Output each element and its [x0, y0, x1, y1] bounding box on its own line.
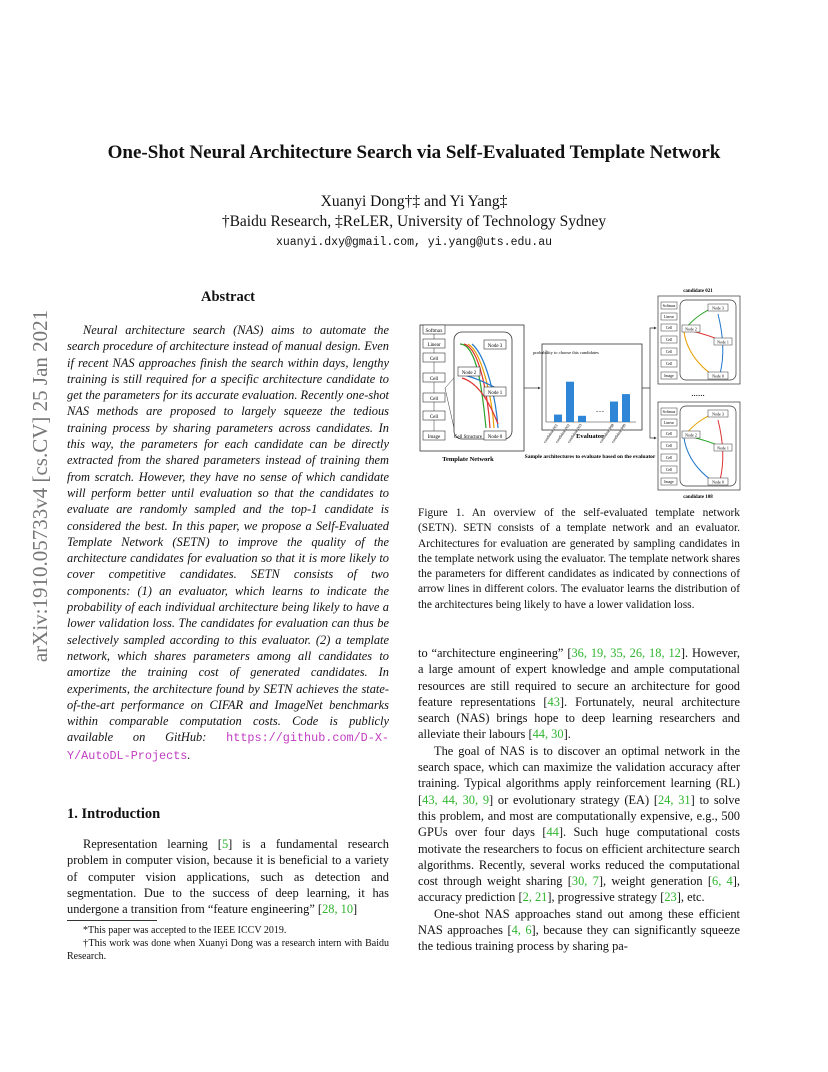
footnote-divider	[67, 920, 157, 921]
evaluator-dots: ......	[595, 408, 605, 414]
evaluator-bar	[554, 415, 562, 422]
template-node	[484, 431, 506, 440]
abstract-heading: Abstract	[201, 289, 255, 305]
paper-title: One-Shot Neural Architecture Search via Self-Evaluated Template Network	[107, 142, 721, 163]
introduction-heading: 1. Introduction	[67, 806, 161, 822]
citation-link[interactable]: 23	[664, 890, 677, 905]
citation-link[interactable]: 24, 31	[657, 792, 691, 807]
template-node	[484, 340, 506, 349]
evaluator-x-label: candidate 003	[565, 422, 583, 444]
candidate-layer-label: Softmax	[662, 410, 676, 415]
evaluator-x-label: candidate 999	[609, 422, 627, 444]
template-layer-label: Image	[427, 435, 441, 440]
evaluator-x-label: candidate 001	[541, 422, 559, 444]
candidate-layer-label: Cell	[665, 444, 673, 449]
footnotes	[67, 924, 389, 963]
candidate-layer-label: Cell	[665, 338, 673, 343]
citation-link[interactable]: 30, 7	[571, 874, 599, 889]
body-paragraph: One-shot NAS approaches stand out among these efficient NAS approaches [4, 6], because they can significantly squeeze the tedious training process by sharing pa-	[418, 906, 740, 954]
figure-1	[418, 288, 748, 500]
svg-text:Node 1: Node 1	[717, 339, 729, 345]
introduction-paragraph: Representation learning [5] is a fundamental research problem in computer vision, because it is beneficial to a variety of computer vision applications, such as detection and segmentation. Due to the success of deep learning, it has undergone a transition from “feature engineering” [28, 10]	[67, 837, 389, 917]
candidate-layer-label: Cell	[665, 468, 673, 473]
candidate-layer-label: Cell	[665, 456, 673, 461]
citation-link[interactable]: 36, 19, 35, 26, 18, 12	[571, 646, 681, 660]
footnote-2: †This work was done when Xuanyi Dong was a research intern with Baidu Research.	[67, 938, 389, 962]
candidate-layer-label: Linear	[664, 421, 674, 426]
template-layer-label: Softmax	[425, 329, 443, 334]
affiliations: †Baidu Research, ‡ReLER, University of Technology Sydney	[221, 213, 607, 230]
evaluator-bar	[578, 416, 586, 422]
svg-text:Node 0: Node 0	[487, 435, 503, 440]
cell-zoom-line	[445, 378, 454, 388]
sample-caption: Sample architectures to evaluate based on the evaluator	[524, 454, 656, 460]
template-layer-label: Cell	[429, 377, 439, 382]
svg-text:Node 1: Node 1	[717, 445, 729, 451]
template-layer-label: Cell	[429, 415, 439, 420]
citation-link[interactable]: 43, 44, 30, 9	[422, 792, 490, 807]
arxiv-identifier: arXiv:1910.05733v4 [cs.CV] 25 Jan 2021	[28, 309, 52, 663]
candidate-layer-label: Cell	[665, 432, 673, 437]
evaluator-bar	[566, 382, 574, 422]
body-paragraph: The goal of NAS is to discover an optimal network in the search space, which can maximize the validation accuracy after training. Typical algorithms apply reinforcement learning (RL) [43, 44, 30, 9] or evolutionary strategy (EA) [24, 31] to solve this problem, and most are computationally expensive, e.g., 500 GPUs over four days [44]. Such huge computational costs motivate the researchers to focus on efficient architecture search algorithms. Recently, several works reduced the computational cost through weight sharing [30, 7], weight generation [6, 4], accuracy prediction [2, 21], progressive strategy [23], etc.	[418, 743, 741, 905]
evaluator-x-label: candidate 002	[553, 422, 571, 444]
template-layer-label: Linear	[427, 343, 441, 348]
svg-text:Node 2: Node 2	[685, 326, 697, 332]
probability-label: probability to choose this candidates	[533, 350, 599, 355]
citation-link[interactable]: 2, 21	[522, 890, 548, 905]
svg-text:Node 2: Node 2	[685, 432, 697, 438]
evaluator-chart	[525, 344, 656, 460]
citation-link[interactable]: 44	[546, 825, 559, 840]
svg-text:Node 3: Node 3	[487, 344, 503, 349]
candidates-ellipsis: ......	[691, 388, 705, 398]
citation-link[interactable]: 43	[547, 694, 560, 709]
candidate-layer-label: Image	[664, 374, 674, 379]
cell-structure-label: Cell Structure	[454, 435, 482, 440]
candidate-layer-label: Cell	[665, 350, 673, 355]
evaluator-bar	[610, 402, 618, 422]
github-link[interactable]: https://github.com/D-X-Y/AutoDL-Projects	[67, 731, 389, 763]
template-node	[484, 387, 506, 396]
citation-link[interactable]: 44, 30	[532, 727, 564, 742]
template-network-label: Template Network	[442, 456, 494, 463]
footnote-1: *This paper was accepted to the IEEE ICCV 2019.	[83, 925, 287, 936]
body-paragraph: to “architecture engineering” [36, 19, 35, 26, 18, 12]. However, a large amount of expert knowledge and ample computational resources are still required to secure an architecture for good feature representations [43]. Fortunately, neural architecture search (NAS) brings hope to deep learning researchers and alleviate their labours [44, 30].	[418, 646, 740, 742]
citation-link[interactable]: 6, 4	[712, 874, 733, 889]
svg-text:candidate 021: candidate 021	[683, 289, 713, 294]
svg-text:Node 1: Node 1	[487, 391, 503, 396]
svg-text:Node 0: Node 0	[712, 479, 724, 485]
svg-text:candidate 108: candidate 108	[683, 495, 713, 500]
citation-link[interactable]: 4, 6	[511, 923, 532, 938]
evaluator-bar	[622, 394, 630, 422]
candidate-layer-label: Image	[664, 480, 674, 485]
cell-zoom-line	[445, 388, 454, 428]
svg-text:Node 3: Node 3	[712, 305, 724, 311]
author-emails[interactable]: xuanyi.dxy@gmail.com, yi.yang@uts.edu.au	[275, 236, 553, 249]
template-layer-label: Cell	[429, 397, 439, 402]
template-layer-label: Cell	[429, 357, 439, 362]
candidate-top	[658, 289, 740, 384]
candidate-bottom	[658, 402, 740, 500]
candidate-layer-label: Linear	[664, 315, 674, 320]
candidate-layer-label: Softmax	[662, 304, 676, 309]
svg-text:Node 0: Node 0	[712, 373, 724, 379]
candidate-layer-label: Cell	[665, 362, 673, 367]
template-node	[458, 367, 480, 376]
citation-link[interactable]: 5	[221, 837, 229, 851]
right-column-body	[418, 645, 740, 955]
citation-link[interactable]: 28, 10	[322, 902, 354, 917]
abstract-text: Neural architecture search (NAS) aims to automate the search procedure of architecture instead of manual design. Even if recent NAS approaches finish the search within days, lengthy training is still required for a specific architecture candidate to get the parameters for its accurate evaluation. Recently one-shot NAS methods are proposed to largely squeeze the tedious training process by sharing parameters across candidates. In this way, the parameters for each candidate can be directly extracted from the shared parameters instead of training them from scratch. However, they have no sense of which candidate will perform better until evaluation so that the candidates to evaluate are randomly sampled and the top-1 candidate is considered the best. In this paper, we propose a Self-Evaluated Template Network (SETN) to improve the quality of the architecture candidates for evaluation so that it is more likely to cover competitive candidates. SETN consists of two components: (1) an evaluator, which learns to indicate the probability of each individual architecture being likely to have a lower validation loss. The candidates for evaluation can thus be selectively sampled according to this evaluator. (2) a template network, which shares parameters among all candidates to amortize the training cost of generated candidates. In experiments, the architecture found by SETN achieves the state-of-the-art performance on CIFAR and ImageNet benchmarks within comparable computation costs. Code is publicly available on GitHub: https://github.com/D-X-Y/AutoDL-Projects.	[67, 323, 389, 763]
template-network	[420, 325, 524, 463]
svg-text:Node 2: Node 2	[461, 371, 477, 376]
evaluator-label: Evaluator	[576, 433, 604, 440]
candidate-layer-label: Cell	[665, 326, 673, 331]
figure-caption: Figure 1. An overview of the self-evaluated template network (SETN). SETN consists of a template network and an evaluator. Architectures for evaluation are generated by sampling candidates in the template network using the evaluator. The template network shares the parameters for different candidates as indicated by connections of arrow lines in different colors. The evaluator learns the distribution of the architectures being likely to have a lower validation loss.	[418, 507, 740, 611]
authors: Xuanyi Dong†‡ and Yi Yang‡	[320, 193, 508, 210]
svg-text:Node 3: Node 3	[712, 411, 724, 417]
evaluator-x-label: candidate 998	[597, 422, 615, 444]
